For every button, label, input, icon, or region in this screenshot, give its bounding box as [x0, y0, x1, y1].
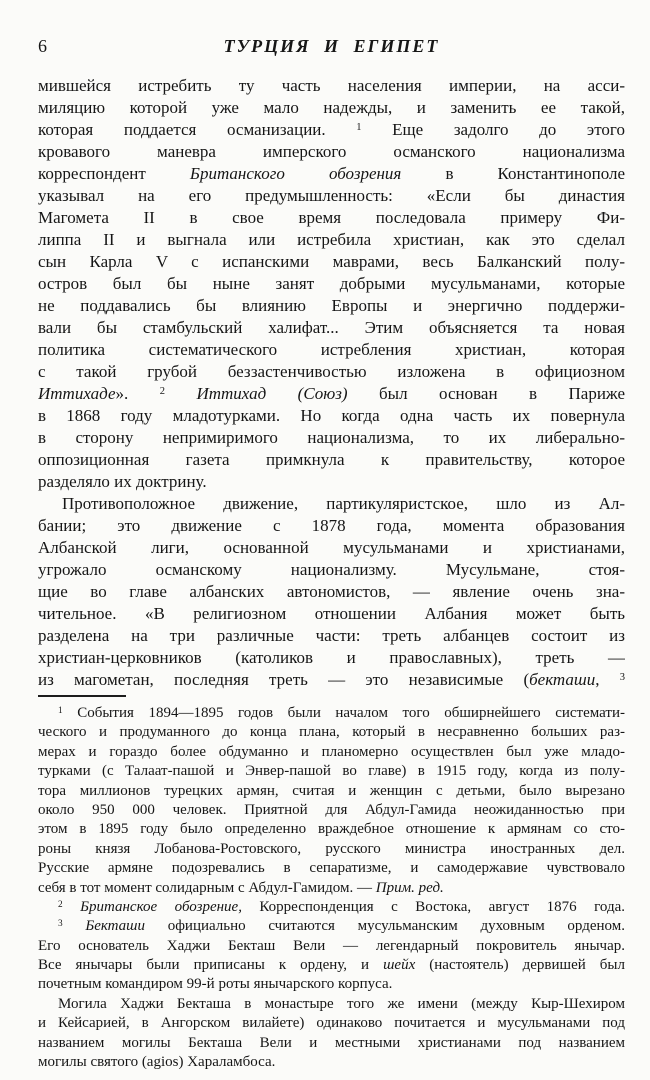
footnote-marker: 3	[619, 672, 625, 684]
text-segment: этом в 1895 году было определенно враждебное отношение к армянам со сто-	[38, 821, 625, 838]
text-segment: Албанской лиги, основанной мусульманами и христианами,	[38, 538, 625, 557]
italic-text: шейх	[383, 957, 416, 974]
text-segment: Русские армяне подозревались в сепаратизме, и самодержавие чувствовало	[38, 860, 625, 877]
text-line	[38, 1034, 625, 1053]
text-segment: в сторону непримиримого национализма, то их либерально-	[38, 428, 625, 447]
text-segment: кровавого маневра имперского османского национализма	[38, 142, 625, 161]
text-line	[38, 515, 625, 537]
text-segment: чительное. «В религиозном отношении Албания может быть	[38, 604, 625, 623]
text-line	[38, 647, 625, 669]
text-segment: угрожало османскому национализму. Мусульмане, стоя-	[38, 560, 625, 579]
text-segment: миляцию которой уже мало надежды, и заменить ее такой,	[38, 98, 625, 117]
text-segment: Все янычары были приписаны к ордену, и	[38, 957, 384, 974]
text-segment: был основан в Париже	[347, 384, 625, 403]
footnote-separator	[38, 695, 126, 697]
text-line	[38, 1014, 625, 1033]
text-segment: указывал на его предумышленность: «Если бы династия	[38, 186, 625, 205]
text-segment: названием могилы Бекташа Вели и местными христианами под названием	[38, 1034, 625, 1051]
footnote-marker: 1	[58, 705, 63, 716]
text-segment: мившейся истребить ту часть населения империи, на асси-	[38, 76, 625, 95]
page-number: 6	[38, 36, 47, 56]
text-segment: Могила Хаджи Бекташа в монастыре того же имени (между Кыр-Шехиром	[58, 995, 625, 1012]
text-segment: могилы святого (agios) Хараламбоса.	[38, 1054, 276, 1071]
text-line	[38, 859, 625, 878]
text-line	[38, 743, 625, 762]
text-segment: мерах и гораздо более обдуманно и планомерно осуществлен был уже младо-	[38, 743, 625, 760]
text-line	[38, 141, 625, 163]
text-segment: ческого и продуманного до конца плана, который в несравненно больших раз-	[38, 724, 625, 741]
footnotes-block	[38, 704, 625, 1072]
text-segment: турками (с Талаат-пашой и Энвер-пашой во главе) в 1915 году, когда из полу-	[38, 763, 625, 780]
text-segment: которая поддается османизации.	[38, 120, 357, 139]
text-segment: остров был бы ныне занят добрыми мусульманами, которые	[38, 274, 625, 293]
text-segment: щие во главе албанских автономистов, — явление очень зна-	[38, 582, 625, 601]
text-line	[38, 937, 625, 956]
text-segment: из магометан, последняя треть — это независимые (	[38, 670, 530, 689]
text-segment: корреспондент	[38, 164, 190, 183]
text-line	[38, 185, 625, 207]
text-segment: (настоятель) дервишей был	[415, 957, 625, 974]
text-segment: в Константинополе	[401, 164, 625, 183]
text-line	[38, 317, 625, 339]
text-line	[38, 879, 625, 898]
text-segment: Магомета II в свое время последовала примеру Фи-	[38, 208, 625, 227]
text-segment	[63, 899, 80, 915]
text-line	[38, 782, 625, 801]
text-line	[38, 723, 625, 742]
text-segment: оппозиционная газета примкнула к правительству, которое	[38, 450, 625, 469]
text-line	[38, 207, 625, 229]
text-line	[38, 361, 625, 383]
text-segment	[63, 918, 86, 934]
text-segment: почетным командиром 99-й роты янычарского корпуса.	[38, 976, 393, 993]
text-line	[38, 471, 625, 493]
text-segment: бании; это движение с 1878 года, момента образования	[38, 516, 625, 535]
text-line	[38, 840, 625, 859]
italic-text: Британского обозрения	[189, 164, 402, 183]
text-line	[38, 603, 625, 625]
text-segment: сын Карла V с испанскими маврами, весь Балканский полу-	[38, 252, 625, 271]
text-line	[38, 163, 625, 185]
text-line	[38, 956, 625, 975]
italic-text: Иттихад (Союз)	[196, 384, 348, 403]
text-line	[38, 119, 625, 141]
text-segment: себя в тот момент солидарным с Абдул-Гамидом. —	[38, 879, 376, 896]
text-segment: разделена на три различные части: треть албанцев состоит из	[38, 626, 625, 645]
text-segment: вали бы стамбульский халифат... Этим объясняется та новая	[38, 318, 625, 337]
text-line	[38, 427, 625, 449]
text-line	[38, 995, 625, 1014]
text-segment: и Кейсарией, в Ангорском вилайете) одинаково почитается и мусульманами под	[38, 1015, 625, 1032]
italic-text: Бекташи	[85, 918, 146, 935]
footnote-marker: 3	[58, 919, 63, 930]
text-line	[38, 762, 625, 781]
text-line	[38, 898, 625, 917]
text-line	[38, 559, 625, 581]
text-line	[38, 405, 625, 427]
text-segment	[165, 384, 196, 403]
footnote-marker: 2	[159, 386, 165, 398]
text-line	[38, 975, 625, 994]
text-segment: с такой грубой беззастенчивостью изложена в официозном	[38, 362, 625, 381]
text-segment: События 1894—1895 годов были началом того обширнейшего системати-	[62, 705, 625, 721]
text-segment: липпа II и выгнала или истребила христиан, как это сделал	[38, 230, 625, 249]
text-segment: политика систематического истребления христиан, которая	[38, 340, 625, 359]
italic-text: бекташи	[529, 670, 596, 689]
text-line	[38, 97, 625, 119]
text-line	[38, 273, 625, 295]
text-segment: не поддавались бы влиянию Европы и энергично поддержи-	[38, 296, 625, 315]
text-line	[38, 625, 625, 647]
text-segment: Противоположное движение, партикуляристское, шло из Ал-	[62, 494, 625, 513]
text-line	[38, 669, 625, 691]
text-segment: Еще задолго до этого	[361, 120, 625, 139]
text-line	[38, 581, 625, 603]
main-text-column	[38, 75, 625, 691]
text-line	[38, 75, 625, 97]
text-line	[38, 251, 625, 273]
text-line	[38, 801, 625, 820]
text-segment: Корреспонденция с Востока, август 1876 года.	[241, 898, 625, 915]
running-title: ТУРЦИЯ И ЕГИПЕТ	[223, 36, 440, 56]
text-segment: христиан-церковников (католиков и православных), треть —	[38, 648, 625, 667]
text-segment: официально считаются мусульманским духовным орденом.	[145, 918, 625, 935]
text-segment: разделяло их доктрину.	[38, 472, 207, 491]
text-line	[38, 383, 625, 405]
text-segment: тора миллионов турецких армян, считая и женщин с детьми, было вырезано	[38, 782, 625, 799]
italic-text: Британское обозрение,	[80, 898, 242, 915]
italic-text: Иттихаде	[38, 384, 116, 403]
footnote-marker: 2	[58, 899, 63, 910]
text-segment: около 950 000 человек. Приятной для Абдул-Гамида неожиданностью при	[38, 801, 625, 818]
text-segment: роны князя Лобанова-Ростовского, русского министра иностранных дел.	[38, 840, 625, 857]
text-line	[38, 704, 625, 723]
text-segment: Его основатель Хаджи Бекташ Вели — легендарный покровитель янычар.	[38, 937, 625, 954]
text-line	[38, 229, 625, 251]
text-segment: ».	[115, 384, 160, 403]
text-line	[38, 295, 625, 317]
italic-text: Прим. ред.	[375, 879, 444, 896]
text-segment: в 1868 году младотурками. Но когда одна часть их повернула	[38, 406, 625, 425]
text-line	[38, 820, 625, 839]
text-line	[38, 1053, 625, 1072]
text-line	[38, 339, 625, 361]
text-segment: ,	[595, 670, 620, 689]
page-header	[38, 36, 625, 56]
text-line	[38, 493, 625, 515]
text-line	[38, 537, 625, 559]
footnote-marker: 1	[356, 122, 362, 134]
text-line	[38, 917, 625, 936]
text-line	[38, 449, 625, 471]
